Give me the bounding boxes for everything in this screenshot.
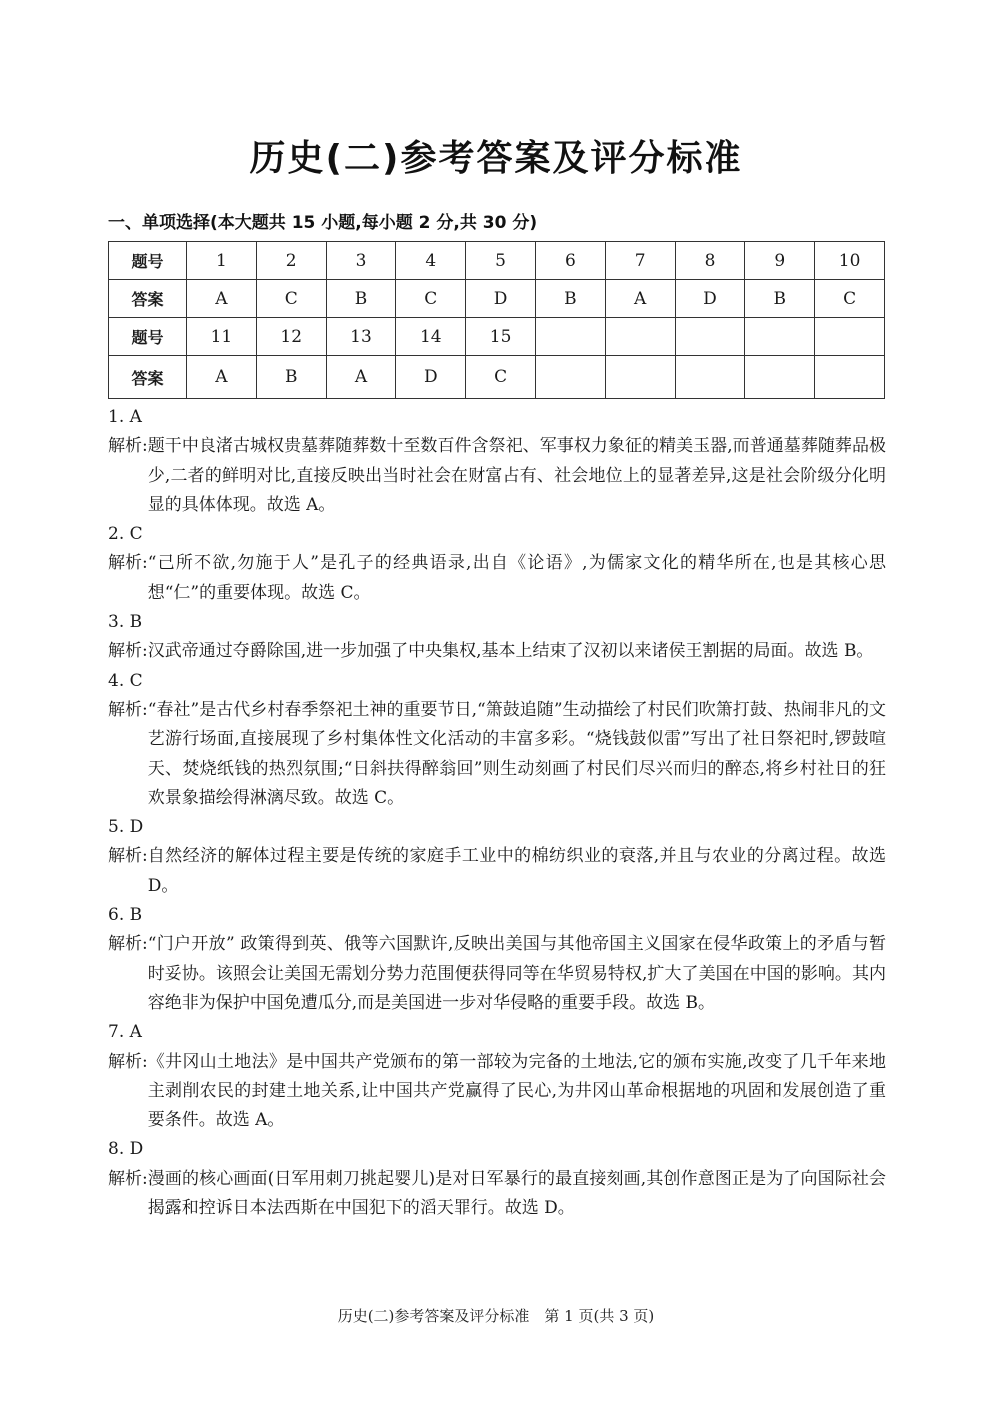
table-cell: B — [535, 280, 605, 318]
table-cell: 15 — [466, 318, 536, 356]
table-cell: D — [675, 280, 745, 318]
table-cell: 2 — [256, 242, 326, 280]
table-cell: B — [745, 280, 815, 318]
analysis-label: 解析: — [108, 1051, 148, 1072]
table-cell: 4 — [396, 242, 466, 280]
table-cell: 10 — [815, 242, 885, 280]
analysis-text: 漫画的核心画面(日军用刺刀挑起婴儿)是对日军暴行的最直接刻画,其创作意图正是为了向国际社会揭露和控诉日本法西斯在中国犯下的滔天罪行。故选 D。 — [147, 1168, 886, 1219]
table-cell: C — [815, 280, 885, 318]
table-row-header: 题号 — [109, 318, 187, 356]
analysis-block — [108, 842, 886, 901]
table-cell: 8 — [675, 242, 745, 280]
table-cell — [605, 356, 675, 399]
table-cell: A — [326, 356, 396, 399]
table-row — [109, 280, 885, 318]
analysis-text: 自然经济的解体过程主要是传统的家庭手工业中的棉纺织业的衰落,并且与农业的分离过程。故选 D。 — [147, 846, 886, 896]
analysis-label: 解析: — [108, 934, 148, 955]
table-cell: B — [256, 356, 326, 399]
table-cell — [675, 318, 745, 356]
table-row-header: 答案 — [109, 356, 187, 399]
analysis-block — [108, 696, 886, 813]
table-cell: C — [396, 280, 466, 318]
table-cell: 12 — [256, 318, 326, 356]
table-cell: 11 — [187, 318, 257, 356]
table-cell — [745, 318, 815, 356]
question-answer: 8. D — [108, 1139, 144, 1160]
question-answer: 1. A — [108, 407, 142, 427]
analysis-block — [108, 549, 886, 608]
table-cell: 13 — [326, 318, 396, 356]
analysis-block — [108, 637, 886, 666]
question-answer: 4. C — [108, 670, 143, 691]
question-answer: 6. B — [108, 905, 143, 926]
table-cell: C — [256, 280, 326, 318]
table-cell — [745, 356, 815, 399]
table-cell: 7 — [605, 242, 675, 280]
table-cell: 5 — [466, 242, 536, 280]
analysis-label: 解析: — [108, 641, 148, 662]
question-answer: 3. B — [108, 612, 143, 633]
table-row — [109, 242, 885, 280]
section-heading: 一、单项选择(本大题共 15 小题,每小题 2 分,共 30 分) — [108, 213, 538, 233]
page-footer: 历史(二)参考答案及评分标准 第 1 页(共 3 页) — [337, 1307, 655, 1325]
analysis-label: 解析: — [108, 553, 148, 574]
analysis-label: 解析: — [108, 1168, 148, 1189]
table-cell: D — [396, 356, 466, 399]
analysis-block — [108, 1165, 886, 1224]
page-title: 历史(二)参考答案及评分标准 — [249, 138, 743, 179]
table-row — [109, 318, 885, 356]
table-row-header: 答案 — [109, 280, 187, 318]
table-cell: C — [466, 356, 536, 399]
table-cell — [675, 356, 745, 399]
question-answer: 2. C — [108, 524, 143, 545]
table-cell: 1 — [187, 242, 257, 280]
table-row — [109, 356, 885, 399]
question-answer: 5. D — [108, 817, 144, 838]
analysis-text: 汉武帝通过夺爵除国,进一步加强了中央集权,基本上结束了汉初以来诸侯王割据的局面。故选 B。 — [147, 641, 874, 662]
analysis-label: 解析: — [108, 436, 148, 457]
analysis-text: 题干中良渚古城权贵墓葬随葬数十至数百件含祭祀、军事权力象征的精美玉器,而普通墓葬随葬品极少,二者的鲜明对比,直接反映出当时社会在财富占有、社会地位上的显著差异,这是社会阶级分化明显的具体体现。故选 A。 — [147, 436, 886, 515]
answer-table — [108, 241, 885, 399]
analysis-block — [108, 432, 886, 520]
answer-analysis-list — [108, 403, 886, 1223]
table-cell: A — [187, 280, 257, 318]
analysis-label: 解析: — [108, 846, 148, 867]
table-cell: 3 — [326, 242, 396, 280]
table-cell: B — [326, 280, 396, 318]
table-cell: 14 — [396, 318, 466, 356]
analysis-label: 解析: — [108, 699, 148, 720]
table-cell: 9 — [745, 242, 815, 280]
table-cell — [815, 318, 885, 356]
analysis-text: 《井冈山土地法》是中国共产党颁布的第一部较为完备的土地法,它的颁布实施,改变了几千年来地主剥削农民的封建土地关系,让中国共产党赢得了民心,为井冈山革命根据地的巩固和发展创造了重要条件。故选 A。 — [147, 1051, 886, 1131]
table-cell — [815, 356, 885, 399]
table-cell: 6 — [535, 242, 605, 280]
table-row-header: 题号 — [109, 242, 187, 280]
table-cell — [605, 318, 675, 356]
question-answer: 7. A — [108, 1022, 142, 1043]
analysis-block — [108, 1048, 886, 1136]
table-cell — [535, 356, 605, 399]
analysis-block — [108, 930, 886, 1018]
table-cell: D — [466, 280, 536, 318]
analysis-text: “己所不欲,勿施于人”是孔子的经典语录,出自《论语》,为儒家文化的精华所在,也是其核心思想“仁”的重要体现。故选 C。 — [147, 553, 886, 603]
analysis-text: “门户开放” 政策得到英、俄等六国默许,反映出美国与其他帝国主义国家在侵华政策上的矛盾与暂时妥协。该照会让美国无需划分势力范围便获得同等在华贸易特权,扩大了美国在中国的影响。其内容绝非为保护中国免遭瓜分,而是美国进一步对华侵略的重要手段。故选 B。 — [147, 934, 886, 1013]
table-cell: A — [187, 356, 257, 399]
table-cell: A — [605, 280, 675, 318]
table-cell — [535, 318, 605, 356]
analysis-text: “春社”是古代乡村春季祭祀土神的重要节日,“箫鼓追随”生动描绘了村民们吹箫打鼓、热闹非凡的文艺游行场面,直接展现了乡村集体性文化活动的丰富多彩。“烧钱鼓似雷”写出了社日祭祀时,锣鼓喧天、焚烧纸钱的热烈氛围;“日斜扶得醉翁回”则生动刻画了村民们尽兴而归的醉态,将乡村社日的狂欢景象描绘得淋漓尽致。故选 C。 — [147, 699, 886, 808]
